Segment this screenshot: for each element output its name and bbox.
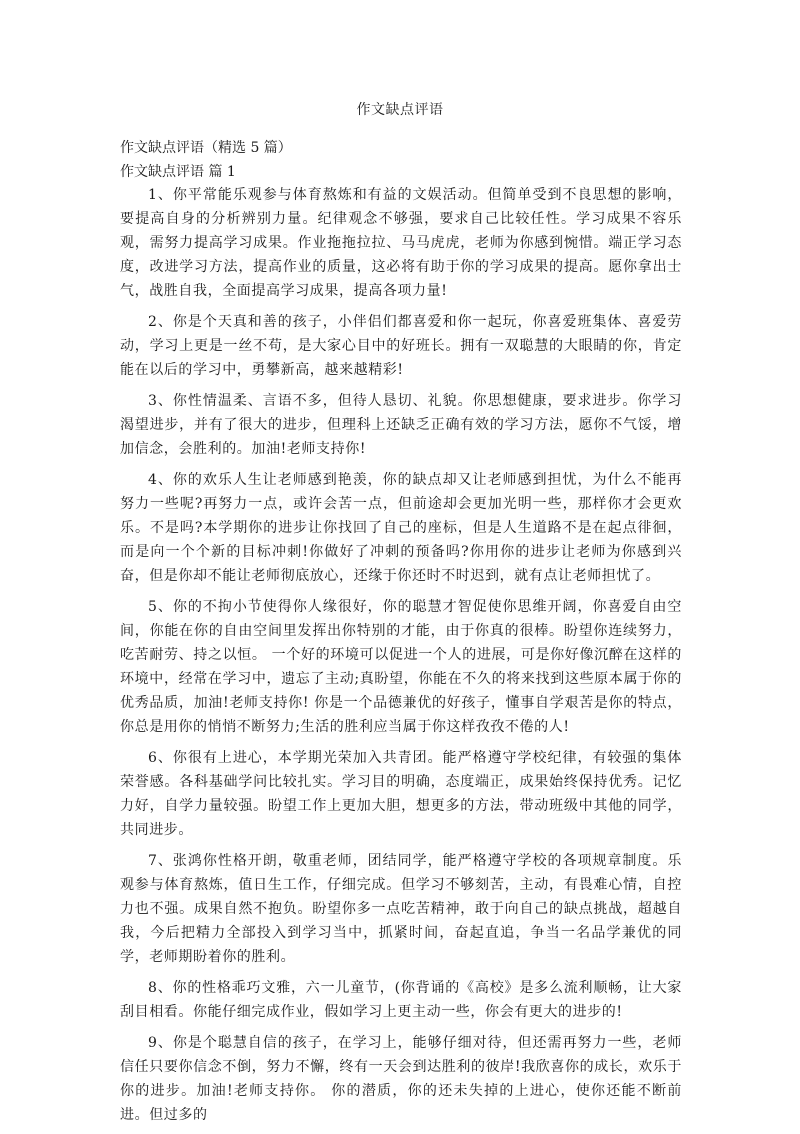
document-body (120, 183, 682, 1134)
paragraph-2: 2、你是个天真和善的孩子，小伴侣们都喜爱和你一起玩，你喜爱班集体、喜爱劳动，学习上更是一丝不苟，是大家心目中的好班长。拥有一双聪慧的大眼睛的你，肯定能在以后的学习中，勇攀新高，越来越精彩! (120, 314, 682, 378)
paragraph-6: 6、你很有上进心，本学期光荣加入共青团。能严格遵守学校纪律，有较强的集体荣誉感。各科基础学问比较扎实。学习目的明确，态度端正，成果始终保持优秀。记忆力好，自学力量较强。盼望工作上更加大胆，想更多的方法，带动班级中其他的同学，共同进步。 (120, 750, 682, 838)
paragraph-5: 5、你的不拘小节使得你人缘很好，你的聪慧才智促使你思维开阔，你喜爱自由空间，你能在你的自由空间里发挥出你特别的才能，由于你真的很棒。盼望你连续努力，吃苦耐劳、持之以恒。 一个好的环境可以促进一个人的进展，可是你好像沉醉在这样的环境中，经常在学习中，遗忘了主动;真盼望，你能在不久的将来找到这些原本属于你的优秀品质，加油!老师支持你! 你是一个品德兼优的好孩子，懂事自学艰苦是你的特点，你总是用你的悄悄不断努力;生活的胜利应当属于你这样孜孜不倦的人! (120, 599, 682, 735)
paragraph-9: 9、你是个聪慧自信的孩子，在学习上，能够仔细对待，但还需再努力一些，老师信任只要你信念不倒，努力不懈，终有一天会到达胜利的彼岸!我欣喜你的成长，欢乐于你的进步。加油!老师支持你。 你的潜质，你的还未失掉的上进心，使你还能不断前进。但过多的 (120, 1035, 682, 1123)
document-subtitle: 作文缺点评语（精选 5 篇） (120, 140, 292, 156)
section-heading: 作文缺点评语 篇 1 (120, 164, 236, 180)
paragraph-7: 7、张鸿你性格开朗，敬重老师，团结同学，能严格遵守学校的各项规章制度。乐观参与体育熬炼，值日生工作，仔细完成。但学习不够刻苦，主动，有畏难心情，自控力也不强。成果自然不抱负。盼望你多一点吃苦精神，敢于向自己的缺点挑战，超越自我，今后把精力全部投入到学习当中，抓紧时间，奋起直追，争当一名品学兼优的同学，老师期盼着你的胜利。 (120, 853, 682, 965)
page-title: 作文缺点评语 (356, 102, 444, 118)
paragraph-3: 3、你性情温柔、言语不多，但待人恳切、礼貌。你思想健康，要求进步。你学习渴望进步，并有了很大的进步，但理科上还缺乏正确有效的学习方法，愿你不气馁，增加信念，会胜利的。加油!老师支持你! (120, 393, 682, 457)
paragraph-4: 4、你的欢乐人生让老师感到艳羡，你的缺点却又让老师感到担忧，为什么不能再努力一些呢?再努力一点，或许会苦一点，但前途却会更加光明一些，那样你才会更欢乐。不是吗?本学期你的进步让你找回了自己的座标，但是人生道路不是在起点徘徊，而是向一个个新的目标冲刺!你做好了冲刺的预备吗?你用你的进步让老师为你感到兴奋，但是你却不能让老师彻底放心，还缘于你还时不时迟到，就有点让老师担忧了。 (120, 472, 682, 584)
paragraph-8: 8、你的性格乖巧文雅，六一儿童节，(你背诵的《高校》是多么流利顺畅，让大家刮目相看。你能仔细完成作业，假如学习上更主动一些，你会有更大的进步的! (120, 980, 682, 1020)
paragraph-1: 1、你平常能乐观参与体育熬炼和有益的文娱活动。但简单受到不良思想的影响，要提高自身的分析辨别力量。纪律观念不够强，要求自己比较任性。学习成果不容乐观，需努力提高学习成果。作业拖拖拉拉、马马虎虎，老师为你感到惋惜。端正学习态度，改进学习方法，提高作业的质量，这必将有助于你的学习成果的提高。愿你拿出士气，战胜自我，全面提高学习成果，提高各项力量! (120, 187, 682, 299)
